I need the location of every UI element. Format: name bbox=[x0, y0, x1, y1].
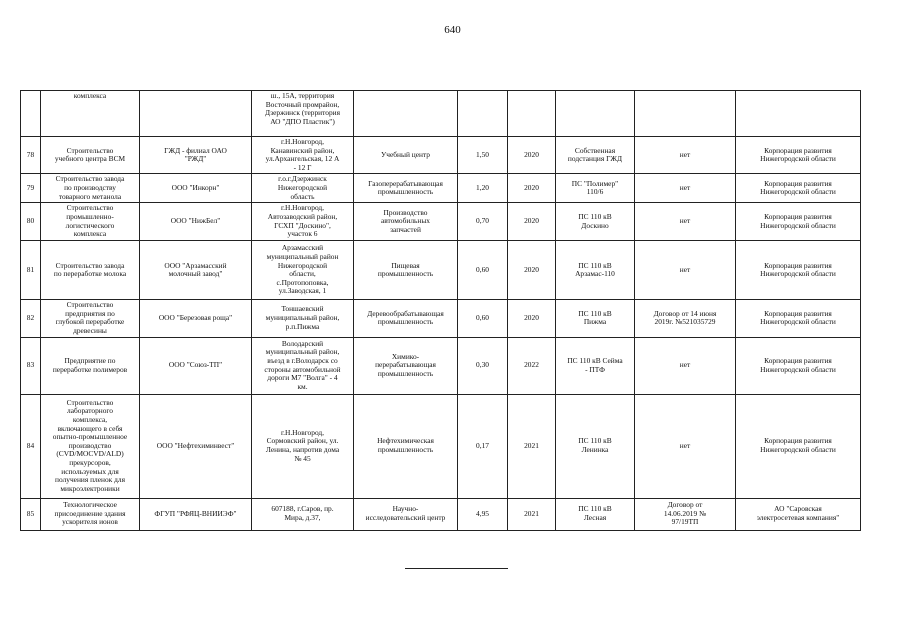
cell-substation bbox=[556, 91, 635, 137]
cell-substation: ПС 110 кВ Сейма - ПТФ bbox=[556, 337, 635, 394]
cell-power: 0,70 bbox=[458, 203, 508, 241]
cell-address: 607188, г.Саров, пр. Мира, д.37, bbox=[252, 498, 354, 530]
cell-project-name: Строительство промышленно- логистического комплекса bbox=[41, 203, 140, 241]
cell-address: г.Н.Новгород, Канавинский район, ул.Архангельская, 12 А - 12 Г bbox=[252, 137, 354, 174]
cell-activity: Химико- перерабатывающая промышленность bbox=[354, 337, 458, 394]
cell-num: 82 bbox=[21, 300, 41, 337]
cell-project-name: Строительство завода по производству товарного метанола bbox=[41, 174, 140, 203]
cell-contract: Договор от 14.06.2019 № 97/19ТП bbox=[635, 498, 736, 530]
cell-contract: нет bbox=[635, 241, 736, 300]
cell-project-name: Строительство предприятия по глубокой переработке древесины bbox=[41, 300, 140, 337]
cell-contract: нет bbox=[635, 203, 736, 241]
cell-investor: ФГУП "РФЯЦ-ВНИИЭФ" bbox=[140, 498, 252, 530]
table-row bbox=[21, 337, 861, 394]
cell-project-name: Технологическое присоединение здания ускорителя ионов bbox=[41, 498, 140, 530]
cell-year: 2020 bbox=[508, 241, 556, 300]
cell-year bbox=[508, 91, 556, 137]
cell-num bbox=[21, 91, 41, 137]
cell-substation: ПС 110 кВ Лесная bbox=[556, 498, 635, 530]
cell-power: 0,60 bbox=[458, 300, 508, 337]
cell-num: 84 bbox=[21, 394, 41, 498]
cell-investor: ООО "Нефтехиминвест" bbox=[140, 394, 252, 498]
cell-substation: ПС 110 кВ Ленинка bbox=[556, 394, 635, 498]
cell-address: Володарский муниципальный район, въезд в г.Володарск со стороны автомобильной дороги М7 "Волга" - 4 км. bbox=[252, 337, 354, 394]
table-row bbox=[21, 394, 861, 498]
cell-num: 79 bbox=[21, 174, 41, 203]
cell-year: 2021 bbox=[508, 498, 556, 530]
cell-contract bbox=[635, 91, 736, 137]
cell-year: 2020 bbox=[508, 174, 556, 203]
cell-investor bbox=[140, 91, 252, 137]
cell-substation: Собственная подстанция ГЖД bbox=[556, 137, 635, 174]
cell-activity: Производство автомобильных запчастей bbox=[354, 203, 458, 241]
cell-power: 4,95 bbox=[458, 498, 508, 530]
cell-num: 83 bbox=[21, 337, 41, 394]
cell-initiator: Корпорация развития Нижегородской области bbox=[736, 203, 861, 241]
cell-num: 81 bbox=[21, 241, 41, 300]
cell-substation: ПС 110 кВ Пижма bbox=[556, 300, 635, 337]
cell-contract: нет bbox=[635, 137, 736, 174]
cell-power: 1,20 bbox=[458, 174, 508, 203]
cell-project-name: Предприятие по переработке полимеров bbox=[41, 337, 140, 394]
cell-contract: нет bbox=[635, 337, 736, 394]
cell-activity: Учебный центр bbox=[354, 137, 458, 174]
cell-substation: ПС 110 кВ Доскино bbox=[556, 203, 635, 241]
cell-initiator: Корпорация развития Нижегородской области bbox=[736, 394, 861, 498]
table-row bbox=[21, 300, 861, 337]
cell-initiator: АО "Саровская электросетевая компания" bbox=[736, 498, 861, 530]
cell-power: 0,30 bbox=[458, 337, 508, 394]
cell-num: 85 bbox=[21, 498, 41, 530]
cell-investor: ГЖД - филиал ОАО "РЖД" bbox=[140, 137, 252, 174]
cell-power: 1,50 bbox=[458, 137, 508, 174]
cell-year: 2020 bbox=[508, 300, 556, 337]
cell-year: 2022 bbox=[508, 337, 556, 394]
table-row bbox=[21, 174, 861, 203]
cell-project-name: Строительство завода по переработке молока bbox=[41, 241, 140, 300]
cell-investor: ООО "Инкорн" bbox=[140, 174, 252, 203]
table-row bbox=[21, 498, 861, 530]
cell-substation: ПС "Полимер" 110/6 bbox=[556, 174, 635, 203]
cell-project-name: Строительство учебного центра ВСМ bbox=[41, 137, 140, 174]
table-row bbox=[21, 203, 861, 241]
cell-initiator: Корпорация развития Нижегородской области bbox=[736, 137, 861, 174]
cell-power: 0,60 bbox=[458, 241, 508, 300]
cell-address: Арзамасский муниципальный район Нижегородской области, с.Протопоповка, ул.Заводская, 1 bbox=[252, 241, 354, 300]
cell-year: 2020 bbox=[508, 203, 556, 241]
cell-investor: ООО "Арзамасский молочный завод" bbox=[140, 241, 252, 300]
table-row bbox=[21, 137, 861, 174]
page-number: 640 bbox=[444, 24, 461, 36]
cell-address: ш., 15А, территория Восточный промрайон, Дзержинск (территория АО "ДПО Пластик") bbox=[252, 91, 354, 137]
cell-activity: Деревообрабатывающая промышленность bbox=[354, 300, 458, 337]
table-row bbox=[21, 241, 861, 300]
cell-investor: ООО "Союз-ТП" bbox=[140, 337, 252, 394]
cell-year: 2021 bbox=[508, 394, 556, 498]
cell-power: 0,17 bbox=[458, 394, 508, 498]
cell-contract: нет bbox=[635, 174, 736, 203]
cell-initiator: Корпорация развития Нижегородской области bbox=[736, 241, 861, 300]
cell-address: г.Н.Новгород, Автозаводский район, ГСХП "Доскино", участок 6 bbox=[252, 203, 354, 241]
table-row-continuation bbox=[21, 91, 861, 137]
cell-year: 2020 bbox=[508, 137, 556, 174]
cell-activity: Газоперерабатывающая промышленность bbox=[354, 174, 458, 203]
cell-activity: Нефтехимическая промышленность bbox=[354, 394, 458, 498]
cell-investor: ООО "НижБел" bbox=[140, 203, 252, 241]
cell-project-name: Строительство лабораторного комплекса, включающего в себя опытно-промышленное производство (CVD/MOCVD/ALD) прекурсоров, используемых для получения пленок для микроэлектроники bbox=[41, 394, 140, 498]
cell-power bbox=[458, 91, 508, 137]
investment-projects-table bbox=[20, 90, 861, 531]
cell-initiator: Корпорация развития Нижегородской области bbox=[736, 337, 861, 394]
cell-num: 78 bbox=[21, 137, 41, 174]
cell-activity: Научно- исследовательский центр bbox=[354, 498, 458, 530]
cell-substation: ПС 110 кВ Арзамас-110 bbox=[556, 241, 635, 300]
cell-activity: Пищевая промышленность bbox=[354, 241, 458, 300]
cell-num: 80 bbox=[21, 203, 41, 241]
cell-address: г.Н.Новгород, Сормовский район, ул. Ленина, напротив дома № 45 bbox=[252, 394, 354, 498]
cell-initiator bbox=[736, 91, 861, 137]
cell-initiator: Корпорация развития Нижегородской области bbox=[736, 174, 861, 203]
cell-project-name: комплекса bbox=[41, 91, 140, 137]
cell-contract: нет bbox=[635, 394, 736, 498]
cell-investor: ООО "Березовая роща" bbox=[140, 300, 252, 337]
cell-initiator: Корпорация развития Нижегородской области bbox=[736, 300, 861, 337]
cell-contract: Договор от 14 июня 2019г. №521035729 bbox=[635, 300, 736, 337]
cell-address: Тоншаевский муниципальный район, р.п.Пижма bbox=[252, 300, 354, 337]
footer-rule bbox=[405, 568, 508, 569]
cell-address: г.о.г.Дзержинск Нижегородской область bbox=[252, 174, 354, 203]
cell-activity bbox=[354, 91, 458, 137]
